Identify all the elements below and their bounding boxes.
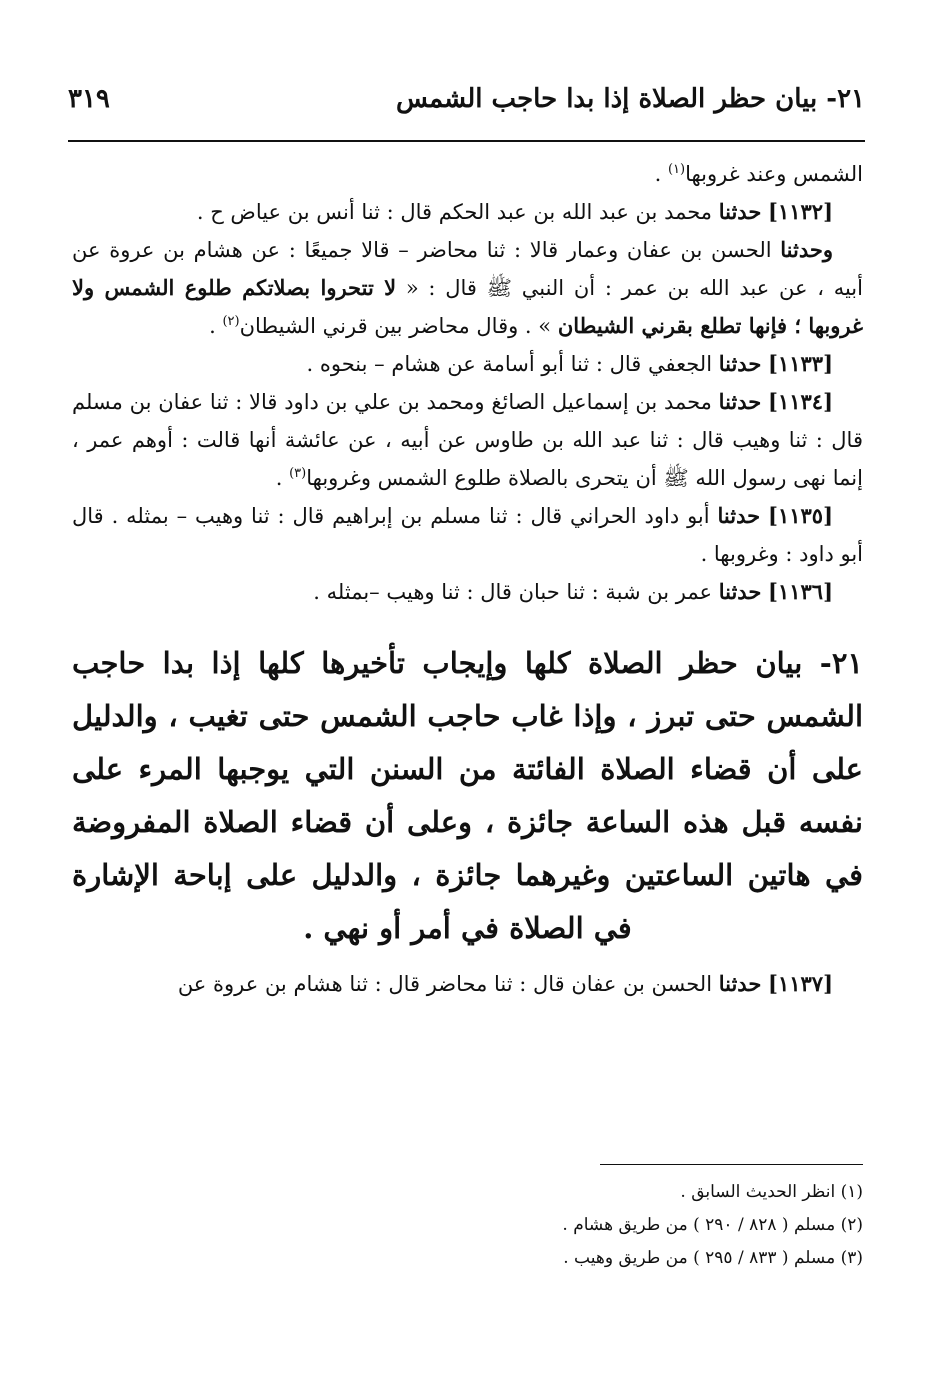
footnote-2: (٢) مسلم ( ٨٢٨ / ٢٩٠ ) من طريق هشام . [562, 1215, 863, 1235]
chapter-heading: ٢١- بيان حظر الصلاة كلها وإيجاب تأخيرها كلها إذا بدا حاجب الشمس حتى تبرز ، وإذا غاب حاجب الشمس حتى تغيب ، والدليل على أن قضاء الصلاة الفائتة من السنن التي يوجبها المرء على نفسه قبل هذه الساعة جائزة ، وعلى أن قضاء الصلاة المفروضة في هاتين الساعتين وغيرهما جائزة ، والدليل على إباحة الإشارة في الصلاة في أمر أو نهي . [72, 646, 863, 945]
footnote-3: (٣) مسلم ( ٨٣٣ / ٢٩٥ ) من طريق وهيب . [563, 1248, 863, 1268]
hadith-1132-continued [72, 231, 863, 345]
hadith-number: [١١٣٢] [768, 199, 833, 224]
paragraph-end: . [654, 162, 668, 186]
hadith-text: الجعفي قال : ثنا أبو أسامة عن هشام – بنحوه . [306, 352, 719, 376]
hadith-matn: لا تتحروا بصلاتكم طلوع الشمس ولا غروبها ؛ فإنها تطلع بقرني الشيطان [72, 275, 863, 338]
hadith-opener: حدثنا [718, 389, 762, 414]
running-header [68, 78, 865, 128]
hadith-text: محمد بن عبد الله بن عبد الحكم قال : ثنا أنس بن عياض ح . [196, 200, 719, 224]
hadith-text: محمد بن إسماعيل الصائغ ومحمد بن علي بن داود قالا : ثنا عفان بن مسلم قال : ثنا وهيب قال : ثنا عبد الله بن طاوس عن أبيه ، عن عائشة أنها قالت : أوهم عمر ، إنما نهى رسول الله ﷺ أن يتحرى بالصلاة طلوع الشمس وغروبها [72, 390, 863, 490]
header-title: ٢١- بيان حظر الصلاة إذا بدا حاجب الشمس [395, 84, 865, 114]
hadith-number: [١١٣٣] [768, 351, 833, 376]
hadith-number: [١١٣٧] [768, 971, 833, 996]
footnote-rule [600, 1164, 863, 1165]
footnote-1: (١) انظر الحديث السابق . [680, 1182, 863, 1202]
footnote-ref: (١) [667, 162, 686, 177]
paragraph-text: الشمس وعند غروبها [685, 162, 863, 186]
hadith-number: [١١٣٦] [768, 579, 833, 604]
hadith-opener: وحدثنا [780, 237, 833, 262]
hadith-1136 [72, 573, 863, 611]
hadith-text: الحسن بن عفان وعمار قالا : ثنا محاضر – قالا جميعًا : عن هشام بن عروة عن أبيه ، عن عبد الله بن عمر : أن النبي ﷺ قال : « [72, 238, 863, 300]
hadith-1132 [72, 193, 863, 231]
hadith-opener: حدثنا [718, 351, 762, 376]
hadith-1137 [72, 965, 863, 1003]
paragraph-continuation [72, 155, 863, 193]
hadith-number: [١١٣٤] [768, 389, 834, 414]
hadith-text: » . وقال محاضر بين قرني الشيطان [239, 314, 558, 338]
footnote-ref: (٢) [222, 314, 240, 329]
hadith-text: عمر بن شبة : ثنا حبان قال : ثنا وهيب –بمثله . [313, 580, 719, 604]
hadith-opener: حدثنا [718, 199, 762, 224]
footnotes [72, 1176, 863, 1275]
paragraph-end: . [275, 466, 290, 490]
page-number: ٣١٩ [68, 84, 110, 114]
hadith-opener: حدثنا [718, 971, 762, 996]
hadith-opener: حدثنا [718, 579, 762, 604]
hadith-1134 [72, 383, 863, 497]
hadith-text: أبو داود الحراني قال : ثنا مسلم بن إبراهيم قال : ثنا وهيب – بمثله . قال أبو داود : وغروبها . [72, 504, 863, 566]
main-text [72, 155, 863, 1003]
hadith-number: [١١٣٥] [768, 503, 833, 528]
hadith-opener: حدثنا [717, 503, 761, 528]
hadith-1135 [72, 497, 863, 573]
header-rule [68, 140, 865, 142]
paragraph-end: . [209, 314, 223, 338]
hadith-text: الحسن بن عفان قال : ثنا محاضر قال : ثنا هشام بن عروة عن [177, 972, 719, 996]
hadith-1133 [72, 345, 863, 383]
footnote-ref: (٣) [289, 466, 307, 481]
